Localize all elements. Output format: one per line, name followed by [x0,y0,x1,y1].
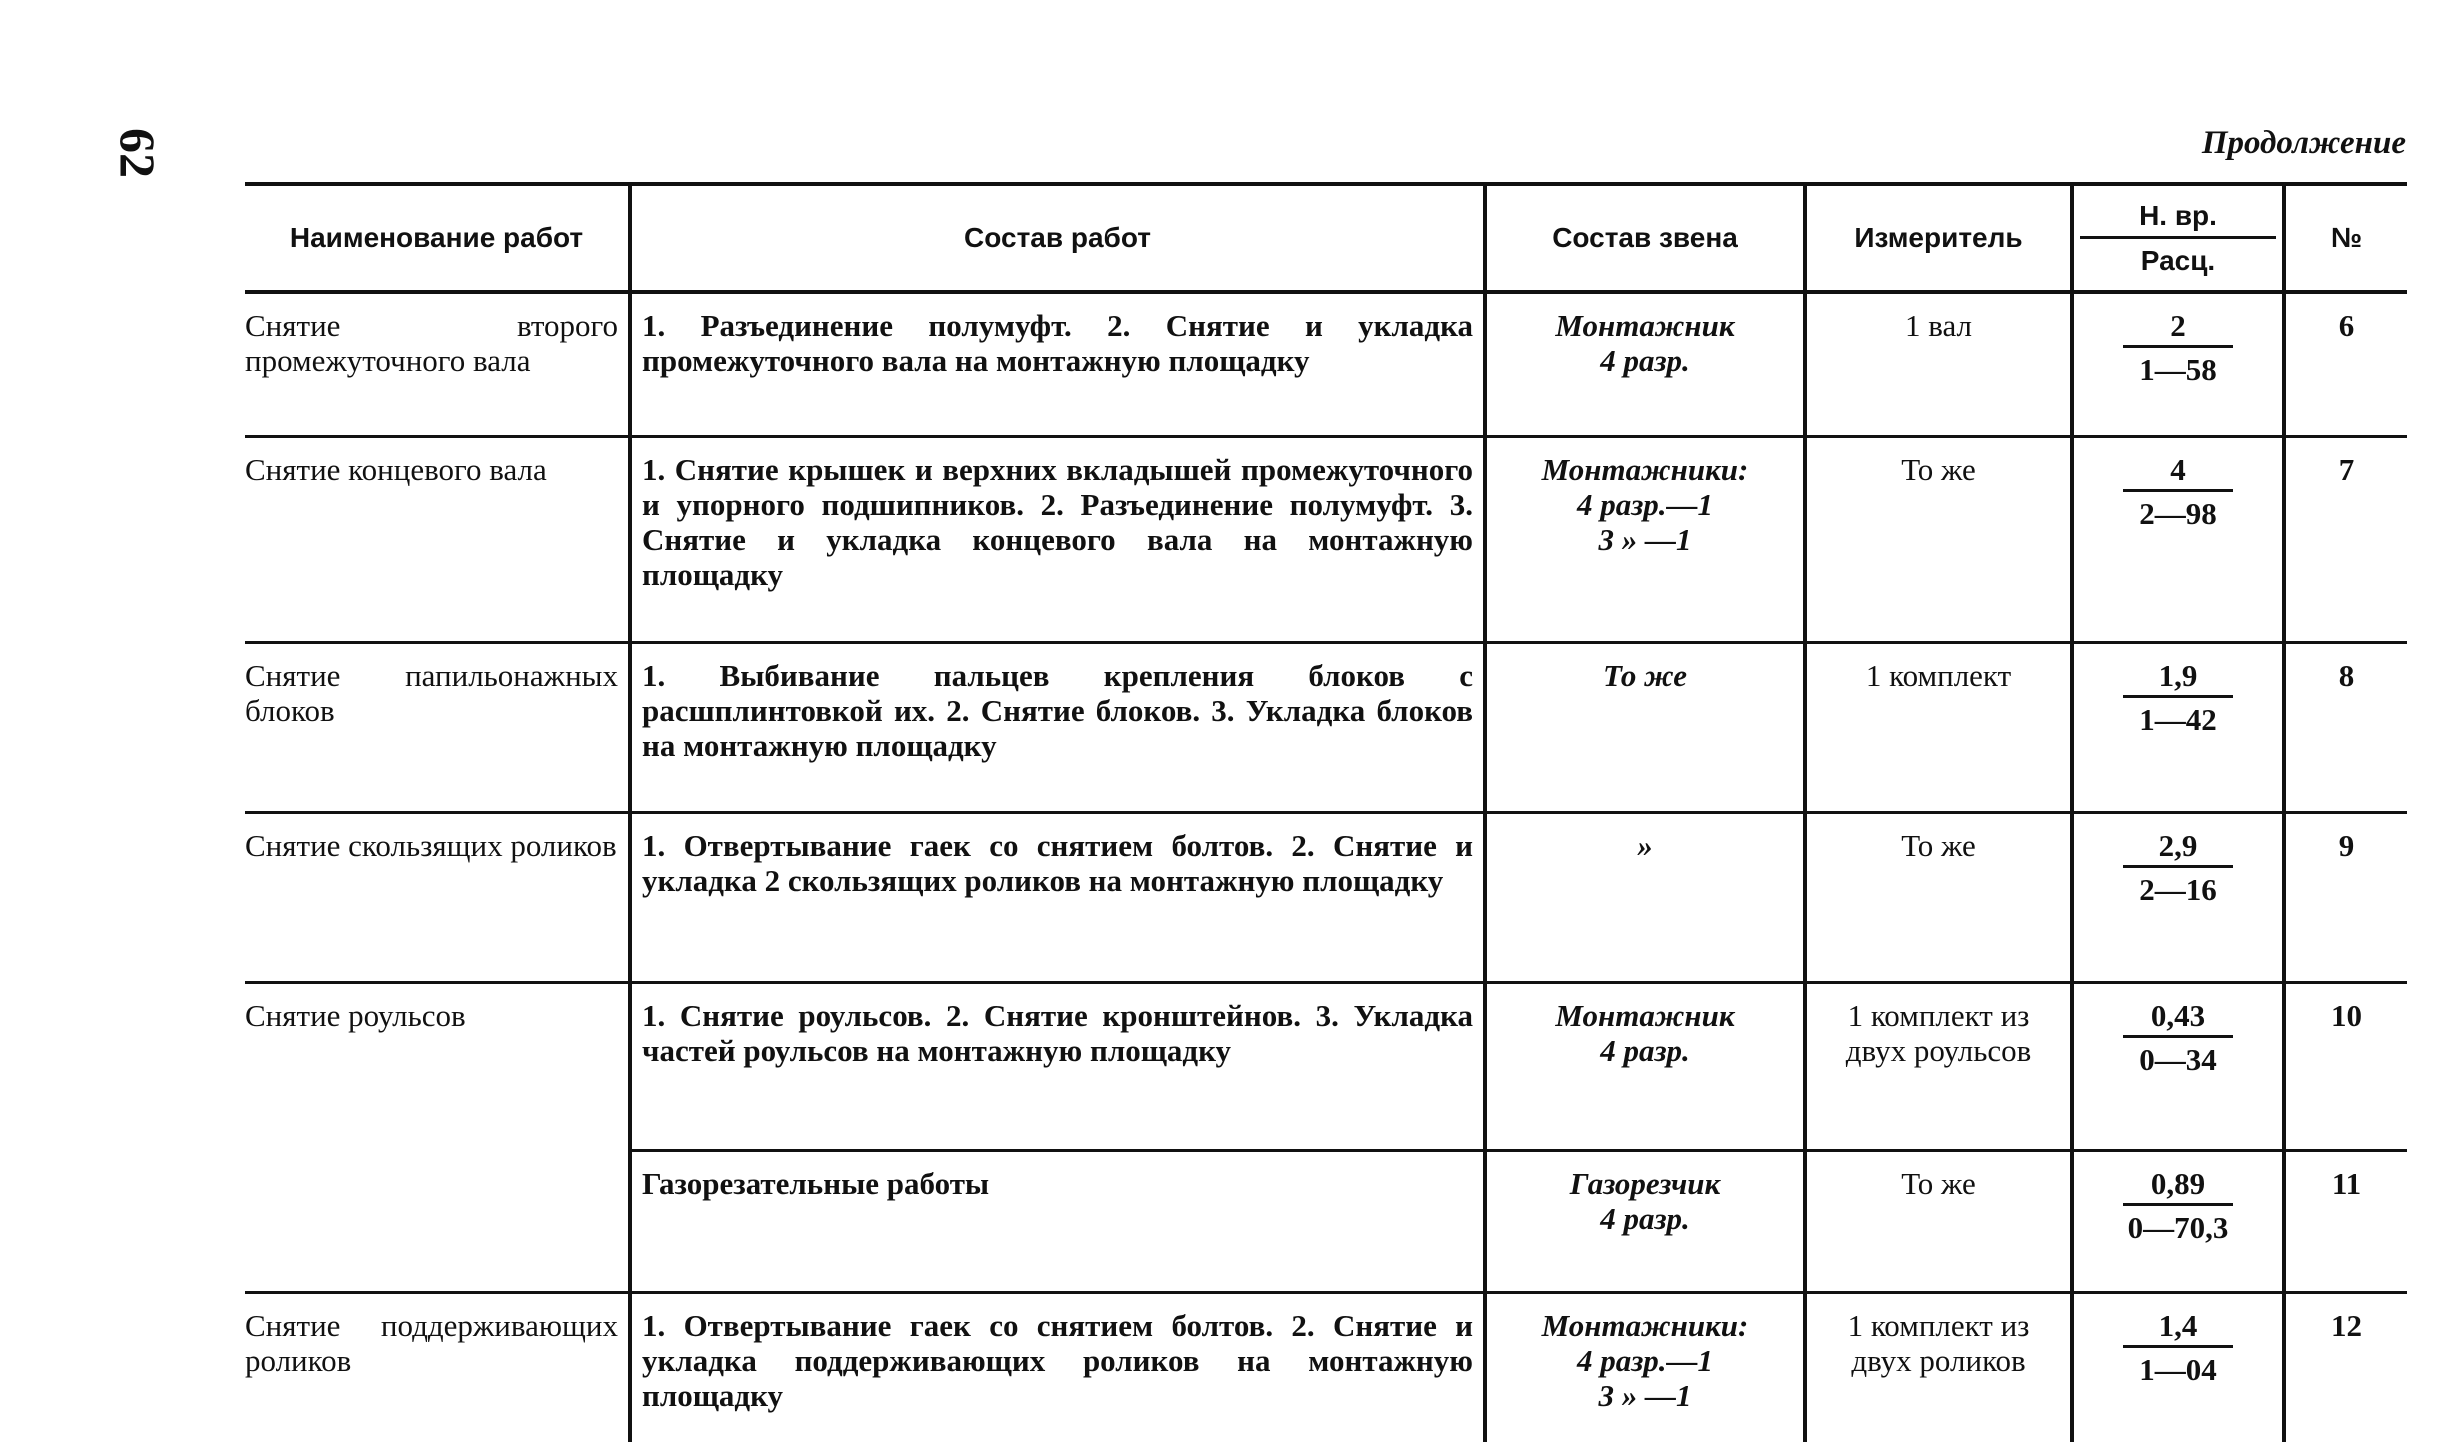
work-name: Снятие концевого вала [245,436,630,642]
work-composition: 1. Снятие крышек и верхних вкладышей промежуточного и упорного подшипников. 2. Разъединение полумуфт. 3. Снятие и укладка концевого вала на монтажную площадку [630,436,1485,642]
crew-line: 3 » —1 [1598,1377,1692,1413]
table-row [245,642,2407,812]
norm-cell [2072,292,2284,436]
table-row [245,436,2407,642]
norm-cell [2072,436,2284,642]
header-row [245,184,2407,292]
table-row [245,812,2407,982]
crew-line: Монтажники: [1541,1307,1749,1343]
table-row [245,1292,2407,1442]
work-name: Снятие поддерживающих роликов [245,1292,630,1442]
crew-composition [1485,1292,1805,1442]
norm-fraction [2123,308,2233,387]
time-norm: 1,9 [2123,658,2233,698]
measure-unit: То же [1805,1150,2072,1292]
work-composition: 1. Отвертывание гаек со снятием болтов. 2. Снятие и укладка поддерживающих роликов на монтажную площадку [630,1292,1485,1442]
header-norm [2072,184,2284,292]
crew-line: Монтажник [1555,308,1735,343]
norm-cell [2072,812,2284,982]
work-name: Снятие роульсов [245,982,630,1150]
crew-line: Монтажник [1555,997,1735,1033]
work-composition: 1. Выбивание пальцев крепления блоков с расшплинтовкой их. 2. Снятие блоков. 3. Укладка блоков на монтажную площадку [630,642,1485,812]
time-norm: 0,89 [2123,1166,2233,1206]
crew-line: Газорезчик [1569,1165,1721,1201]
work-composition: 1. Разъединение полумуфт. 2. Снятие и укладка промежуточного вала на монтажную площадку [630,292,1485,436]
norm-fraction [2123,452,2233,531]
table-row [245,982,2407,1150]
crew-line: 3 » —1 [1598,521,1692,557]
norm-fraction [2123,658,2233,737]
row-number: 12 [2284,1292,2407,1442]
crew-composition [1485,436,1805,642]
rate-value: 0—70,3 [2127,1209,2229,1245]
header-norm-bottom: Расц. [2140,244,2216,276]
header-norm-top: Н. вр. [2080,200,2276,239]
header-composition: Состав работ [630,184,1485,292]
table-row [245,1150,2407,1292]
norm-fraction [2123,828,2233,907]
crew-line: » [1637,827,1653,863]
header-unit: Измеритель [1805,184,2072,292]
rate-value: 0—34 [2139,1041,2217,1077]
rate-value: 1—42 [2139,701,2217,737]
work-composition: 1. Отвертывание гаек со снятием болтов. 2. Снятие и укладка 2 скользящих роликов на монтажную площадку [630,812,1485,982]
measure-unit: 1 комплект [1805,642,2072,812]
row-number: 10 [2284,982,2407,1150]
crew-line: 4 разр. [1600,1200,1690,1236]
norm-fraction [2123,1166,2233,1245]
crew-line: 4 разр. [1600,343,1690,378]
row-number: 8 [2284,642,2407,812]
header-number: № [2284,184,2407,292]
header-crew: Состав звена [1485,184,1805,292]
work-name: Снятие папильонажных блоков [245,642,630,812]
time-norm: 1,4 [2123,1308,2233,1348]
crew-line: 4 разр.—1 [1576,1342,1714,1378]
work-name: Снятие второго промежуточного вала [245,308,618,378]
time-norm: 2,9 [2123,828,2233,868]
crew-composition [1485,982,1805,1150]
norm-cell [2072,982,2284,1150]
row-number: 9 [2284,812,2407,982]
work-composition: 1. Снятие роульсов. 2. Снятие кронштейнов. 3. Укладка частей роульсов на монтажную площадку [630,982,1485,1150]
measure-unit: То же [1805,436,2072,642]
page-number: 62 [110,128,166,178]
norm-cell [2072,642,2284,812]
crew-composition [1485,642,1805,812]
row-number: 7 [2284,436,2407,642]
norm-fraction [2123,1308,2233,1387]
norm-fraction [2123,998,2233,1077]
crew-line: 4 разр. [1600,1032,1690,1068]
header-name: Наименование работ [245,184,630,292]
continuation-label: Продолжение [2201,125,2406,161]
norm-cell [2072,1150,2284,1292]
table-row [245,292,2407,436]
rate-value: 1—04 [2139,1351,2217,1387]
work-name [245,1150,630,1292]
row-number: 6 [2284,292,2407,436]
measure-unit: 1 вал [1805,292,2072,436]
norms-table [245,182,2407,1442]
crew-composition [1485,292,1805,436]
time-norm: 2 [2123,308,2233,348]
crew-composition [1485,1150,1805,1292]
crew-line: То же [1603,657,1687,693]
crew-composition [1485,812,1805,982]
measure-unit: То же [1805,812,2072,982]
time-norm: 0,43 [2123,998,2233,1038]
header-norm-fraction [2080,200,2276,277]
time-norm: 4 [2123,452,2233,492]
crew-line: Монтажники: [1541,451,1749,487]
measure-unit: 1 комплект из двух роликов [1805,1292,2072,1442]
crew-line: 4 разр.—1 [1576,486,1714,522]
rate-value: 2—98 [2139,495,2217,531]
work-name: Снятие скользящих роликов [245,812,630,982]
measure-unit: 1 комплект из двух роульсов [1805,982,2072,1150]
rate-value: 2—16 [2139,871,2217,907]
rate-value: 1—58 [2139,352,2217,387]
work-composition: Газорезательные работы [630,1150,1485,1292]
row-number: 11 [2284,1150,2407,1292]
norm-cell [2072,1292,2284,1442]
